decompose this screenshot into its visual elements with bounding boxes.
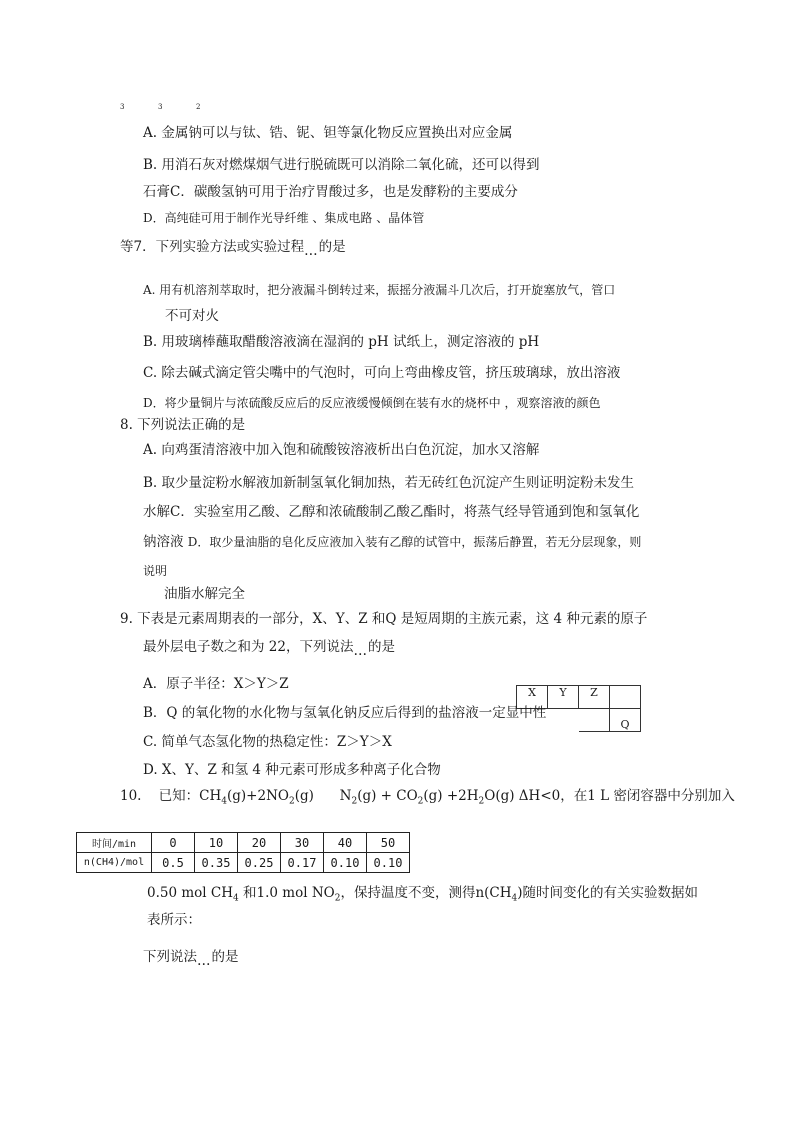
cell-y: Y — [548, 686, 579, 709]
cell-x: X — [517, 686, 548, 709]
q7-stem: 等7．下列实验方法或实验过程…的是 — [120, 239, 346, 259]
cell-z: Z — [579, 686, 610, 709]
q7-option-a: A. 用有机溶剂萃取时，把分液漏斗倒转过来，振摇分液漏斗几次后，打开旋塞放气，管口 — [143, 283, 616, 297]
q10-question: 下列说法…的是 — [143, 949, 239, 969]
time-cell: 10 — [195, 833, 238, 853]
value-cell: 0.5 — [152, 853, 195, 873]
q8-option-b-cont: 水解C．实验室用乙酸、乙醇和浓硫酸制乙酸乙酯时，将蒸气经导管通到饱和氢氧化 — [143, 504, 640, 520]
q10-stem-end: 表所示： — [147, 912, 201, 928]
cell-q: Q — [610, 709, 641, 732]
superscript-mark: 2 — [196, 103, 201, 111]
table-row — [77, 853, 410, 873]
q9-option-c: C. 简单气态氢化物的热稳定性：Z＞Y＞X — [143, 734, 392, 750]
q6-option-b-cont: 石膏C．碳酸氢钠可用于治疗胃酸过多，也是发酵粉的主要成分 — [143, 184, 518, 200]
q9-stem-cont: 最外层电子数之和为 22，下列说法…的是 — [143, 639, 395, 659]
ch4-data-table — [76, 832, 410, 873]
value-cell: 0.17 — [281, 853, 324, 873]
q9-option-d: D. X、Y、Z 和氢 4 种元素可形成多种离子化合物 — [143, 762, 441, 778]
q8-option-b: B. 取少量淀粉水解液加新制氢氧化铜加热，若无砖红色沉淀产生则证明淀粉未发生 — [143, 475, 635, 491]
q9-option-b: B．Q 的氧化物的水化物与氢氧化钠反应后得到的盐溶液一定显中性 — [143, 705, 547, 721]
q6-option-a: A. 金属钠可以与钛、锆、铌、钽等氯化物反应置换出对应金属 — [143, 125, 513, 141]
q8-stem: 8. 下列说法正确的是 — [120, 417, 246, 433]
cell-empty — [548, 709, 579, 732]
time-cell: 50 — [367, 833, 410, 853]
q8-option-d-end: 油脂水解完全 — [164, 586, 245, 602]
q9-option-a: A．原子半径：X＞Y＞Z — [143, 676, 289, 692]
time-cell: 30 — [281, 833, 324, 853]
time-cell: 20 — [238, 833, 281, 853]
q7-option-b: B. 用玻璃棒蘸取醋酸溶液滴在湿润的 pH 试纸上，测定溶液的 pH — [143, 334, 540, 350]
value-cell: 0.10 — [324, 853, 367, 873]
time-cell: 40 — [324, 833, 367, 853]
q6-option-d: D．高纯硅可用于制作光导纤维 、集成电路 、晶体管 — [143, 211, 425, 225]
q7-option-a-cont: 不可对火 — [165, 308, 219, 324]
table-header: n(CH4)/mol — [77, 853, 152, 873]
q10-stem: 10. 已知：$CH_4(g)+2NO_2(g)$ $N_2(g) + CO_2(g) +2H_2O(g)$ ΔH<0，在1 L 密闭容器中分别加入 — [120, 788, 735, 807]
superscript-mark: 3 — [120, 103, 125, 111]
value-cell: 0.25 — [238, 853, 281, 873]
value-cell: 0.35 — [195, 853, 238, 873]
superscript-mark: 3 — [158, 103, 163, 111]
value-cell: 0.10 — [367, 853, 410, 873]
q8-option-cd: 钠溶液 D．取少量油脂的皂化反应液加入装有乙醇的试管中，振荡后静置，若无分层现象，则 — [143, 534, 642, 550]
q9-stem: 9. 下表是元素周期表的一部分，X、Y、Z 和Q 是短周期的主族元素，这 4 种元素的原子 — [120, 611, 648, 627]
q10-stem-cont: 0.50 mol $CH_4$ 和1.0 mol $NO_2$，保持温度不变，测得$n(CH_4)$随时间变化的有关实验数据如 — [147, 885, 699, 904]
time-cell: 0 — [152, 833, 195, 853]
q7-option-c: C. 除去碱式滴定管尖嘴中的气泡时，可向上弯曲橡皮管，挤压玻璃球，放出溶液 — [143, 365, 621, 381]
q7-option-d: D．将少量铜片与浓硫酸反应后的反应液缓慢倾倒在装有水的烧杯中 ，观察溶液的颜色 — [143, 396, 601, 410]
table-row — [77, 833, 410, 853]
cell-empty — [579, 709, 610, 732]
q8-option-d-cont: 说明 — [143, 564, 168, 578]
table-header: 时间/min — [77, 833, 152, 853]
cell-empty — [610, 686, 641, 709]
q6-option-b: B. 用消石灰对燃煤烟气进行脱硫既可以消除二氧化硫，还可以得到 — [143, 157, 540, 173]
q8-option-a: A. 向鸡蛋清溶液中加入饱和硫酸铵溶液析出白色沉淀，加水又溶解 — [143, 442, 540, 458]
